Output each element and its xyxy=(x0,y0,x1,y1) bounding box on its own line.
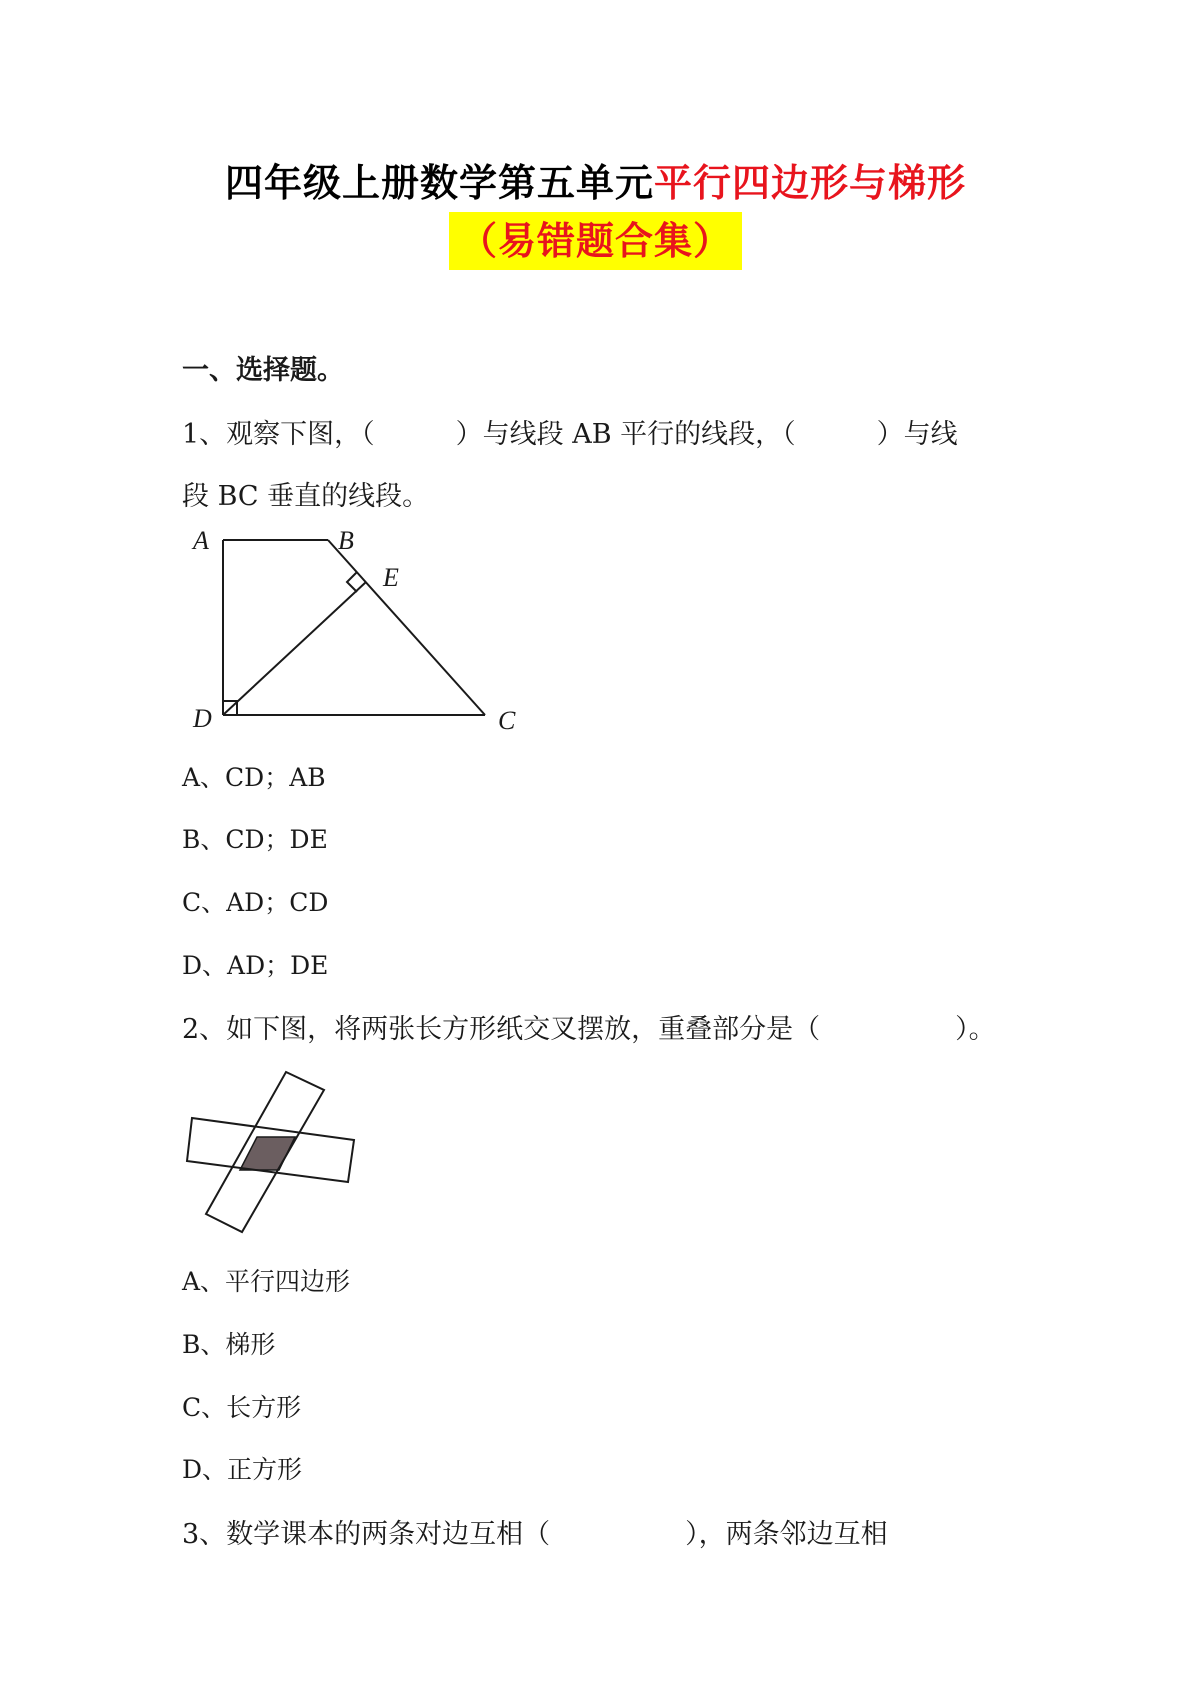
label-b: B xyxy=(338,526,354,555)
section-heading: 一、选择题。 xyxy=(182,355,344,386)
label-e: E xyxy=(383,563,399,592)
label-a: A xyxy=(193,526,209,555)
question-1-option-a: A、CD；AB xyxy=(182,763,326,792)
question-1-option-b: B、CD；DE xyxy=(182,825,328,854)
page-subtitle xyxy=(0,212,1191,270)
question-3-line-1: 3、数学课本的两条对边互相（ ），两条邻边互相 xyxy=(182,1519,888,1550)
subtitle-highlight: （易错题合集） xyxy=(449,212,742,270)
question-2-option-c: C、长方形 xyxy=(182,1393,302,1422)
question-2-option-b: B、梯形 xyxy=(182,1330,276,1359)
segment-bc xyxy=(328,540,485,715)
question-2-option-d: D、正方形 xyxy=(182,1455,303,1484)
page-title xyxy=(0,152,1191,207)
question-2-line-1: 2、如下图，将两张长方形纸交叉摆放，重叠部分是（ ）。 xyxy=(182,1014,996,1045)
question-1-option-c: C、AD；CD xyxy=(182,888,329,917)
title-main: 四年级上册数学第五单元 xyxy=(224,161,654,205)
title-topic: 平行四边形与梯形 xyxy=(654,161,967,205)
segment-de xyxy=(223,582,366,715)
question-2-figure xyxy=(182,1062,362,1242)
label-c: C xyxy=(498,706,516,735)
question-1-figure xyxy=(185,520,535,740)
question-1-line-1: 1、观察下图，（ ）与线段 AB 平行的线段，（ ）与线 xyxy=(182,419,958,450)
label-d: D xyxy=(193,704,212,733)
question-1-option-d: D、AD；DE xyxy=(182,951,329,980)
right-angle-mark-e xyxy=(347,572,357,592)
question-1-line-2: 段 BC 垂直的线段。 xyxy=(182,481,430,512)
question-2-option-a: A、平行四边形 xyxy=(182,1267,351,1296)
